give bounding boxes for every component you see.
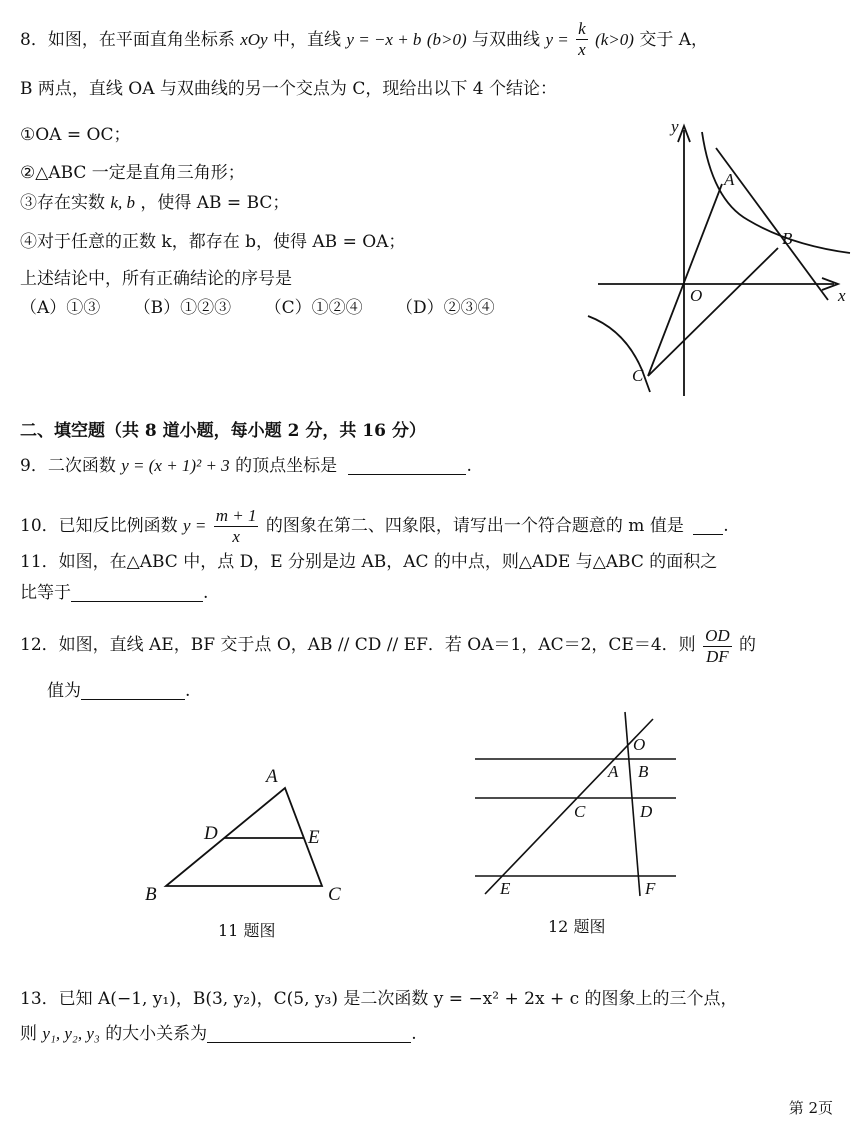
q8-condition-k: (k>0) xyxy=(595,30,634,49)
q12-line1 xyxy=(20,626,756,667)
q8-text: 8．如图，在平面直角坐标系 xyxy=(20,30,235,50)
q12-answer-blank[interactable] xyxy=(81,681,185,700)
q9: 9．二次函数 y = (x + 1)² + 3 的顶点坐标是 . xyxy=(20,456,472,476)
page-number: 第 2页 xyxy=(788,1099,833,1117)
q9-answer-blank[interactable] xyxy=(348,456,466,475)
q10-frac-num: m + 1 xyxy=(215,506,257,525)
fig11-caption: 11 题图 xyxy=(218,921,276,940)
label-c: C xyxy=(632,366,644,385)
label-e: E xyxy=(500,879,511,898)
hyperbola-branch-1 xyxy=(702,132,850,253)
q8-conclusion-1: ①OA = OC； xyxy=(20,125,131,145)
q13-line1: 13．已知 A(−1, y₁)，B(3, y₂)，C(5, y₃) 是二次函数 y = −x² + 2x + c 的图象上的三个点， xyxy=(20,989,738,1009)
q11-line1: 11．如图，在△ABC 中，点 D，E 分别是边 AB，AC 的中点，则△ADE 与△ABC 的面积之 xyxy=(20,552,718,572)
line-ac xyxy=(648,184,722,376)
q8-conclusion-3 xyxy=(20,191,289,215)
q13-text: 的大小关系为 xyxy=(105,1024,208,1044)
label-a: A xyxy=(608,762,619,781)
label-b: B xyxy=(638,762,649,781)
q8-c3-text: ，使得 AB = BC； xyxy=(140,193,290,213)
label-c: C xyxy=(328,884,341,905)
fig12-caption: 12 题图 xyxy=(548,917,606,936)
label-d: D xyxy=(204,823,218,844)
label-c: C xyxy=(574,802,586,821)
q12-text: 值为 xyxy=(47,681,81,701)
option-d: （D）②③④ xyxy=(396,298,495,318)
q8-question: 上述结论中，所有正确结论的序号是 xyxy=(20,269,292,289)
q8-system: xOy xyxy=(240,30,268,49)
q8-text: 与双曲线 xyxy=(472,30,541,50)
label-a: A xyxy=(266,766,278,787)
q8-fraction xyxy=(576,19,588,60)
q13-line2: 则 y₁, y₂, y₃ 的大小关系为 . xyxy=(20,1024,417,1044)
q9-text: 9．二次函数 xyxy=(20,456,116,476)
q8-conclusion-4: ④对于任意的正数 k，都存在 b，使得 AB = OA； xyxy=(20,232,406,252)
q8-figure xyxy=(580,112,860,412)
label-x: x xyxy=(838,286,846,305)
section-heading: 二、填空题（共 8 道小题，每小题 2 分，共 16 分） xyxy=(20,421,426,441)
label-a: A xyxy=(724,170,735,189)
q13-vars: y₁, y₂, y₃ xyxy=(42,1024,100,1043)
q10-text: 的图象在第二、四象限，请写出一个符合题意的 m 值是 xyxy=(265,516,684,536)
option-c: （C）①②④ xyxy=(264,298,363,318)
label-o: O xyxy=(690,286,703,305)
q8-line2: B 两点，直线 OA 与双曲线的另一个交点为 C，现给出以下 4 个结论： xyxy=(20,79,557,99)
label-b: B xyxy=(782,229,793,248)
q12-line2: 值为 . xyxy=(47,681,191,701)
q8-conclusion-2: ②△ABC 一定是直角三角形； xyxy=(20,163,245,183)
q12-text: 12．如图，直线 AE，BF 交于点 O，AB // CD // EF．若 OA＝1，AC＝2，CE＝4．则 xyxy=(20,635,696,655)
q13-answer-blank[interactable] xyxy=(207,1024,411,1043)
label-e: E xyxy=(308,827,320,848)
q8-frac-num: k xyxy=(578,19,586,38)
q10-answer-blank[interactable] xyxy=(693,516,723,535)
fig12 xyxy=(470,705,685,905)
q9-text: 的顶点坐标是 xyxy=(235,456,338,476)
q8-c3-vars: k, b xyxy=(110,193,135,212)
q8-line-equation: y = −x + b xyxy=(346,30,422,49)
q12-text: 的 xyxy=(739,635,757,655)
q10-frac-den: x xyxy=(232,527,240,546)
q11-answer-blank[interactable] xyxy=(71,583,203,602)
triangle-abc xyxy=(166,788,322,886)
q8-condition-b: (b>0) xyxy=(426,30,467,49)
q12-frac-num: OD xyxy=(705,626,730,645)
q8-text: 中，直线 xyxy=(273,30,342,50)
label-y: y xyxy=(671,117,679,136)
q11-line2: 比等于 . xyxy=(20,583,209,603)
q11-text: 比等于 xyxy=(20,583,71,603)
q12-frac-den: DF xyxy=(706,647,729,666)
q12-fraction xyxy=(703,626,732,667)
label-d: D xyxy=(640,802,653,821)
q10: 10．已知反比例函数 y = $\frac{m + 1}{x}$ 的图象在第二、四象限，请写出一个符合题意的 m 值是 . xyxy=(20,506,729,546)
line-bc xyxy=(648,248,778,376)
label-b: B xyxy=(145,884,157,905)
label-f: F xyxy=(645,879,656,898)
q8-hyperbola-lhs: y = xyxy=(545,30,569,49)
q8-line1 xyxy=(20,19,708,60)
q10-lhs: y = xyxy=(183,516,207,535)
q10-fraction xyxy=(214,506,259,547)
q8-options xyxy=(20,296,495,320)
q8-c3-text: ③存在实数 xyxy=(20,193,105,213)
q13-text: 则 xyxy=(20,1024,37,1044)
fig11 xyxy=(140,760,360,910)
q8-frac-den: x xyxy=(578,40,586,59)
q8-text: 交于 A， xyxy=(639,30,709,50)
option-a: （A）①③ xyxy=(20,298,101,318)
q10-text: 10．已知反比例函数 xyxy=(20,516,178,536)
q9-equation: y = (x + 1)² + 3 xyxy=(121,456,230,475)
label-o: O xyxy=(633,735,646,754)
option-b: （B）①②③ xyxy=(133,298,232,318)
